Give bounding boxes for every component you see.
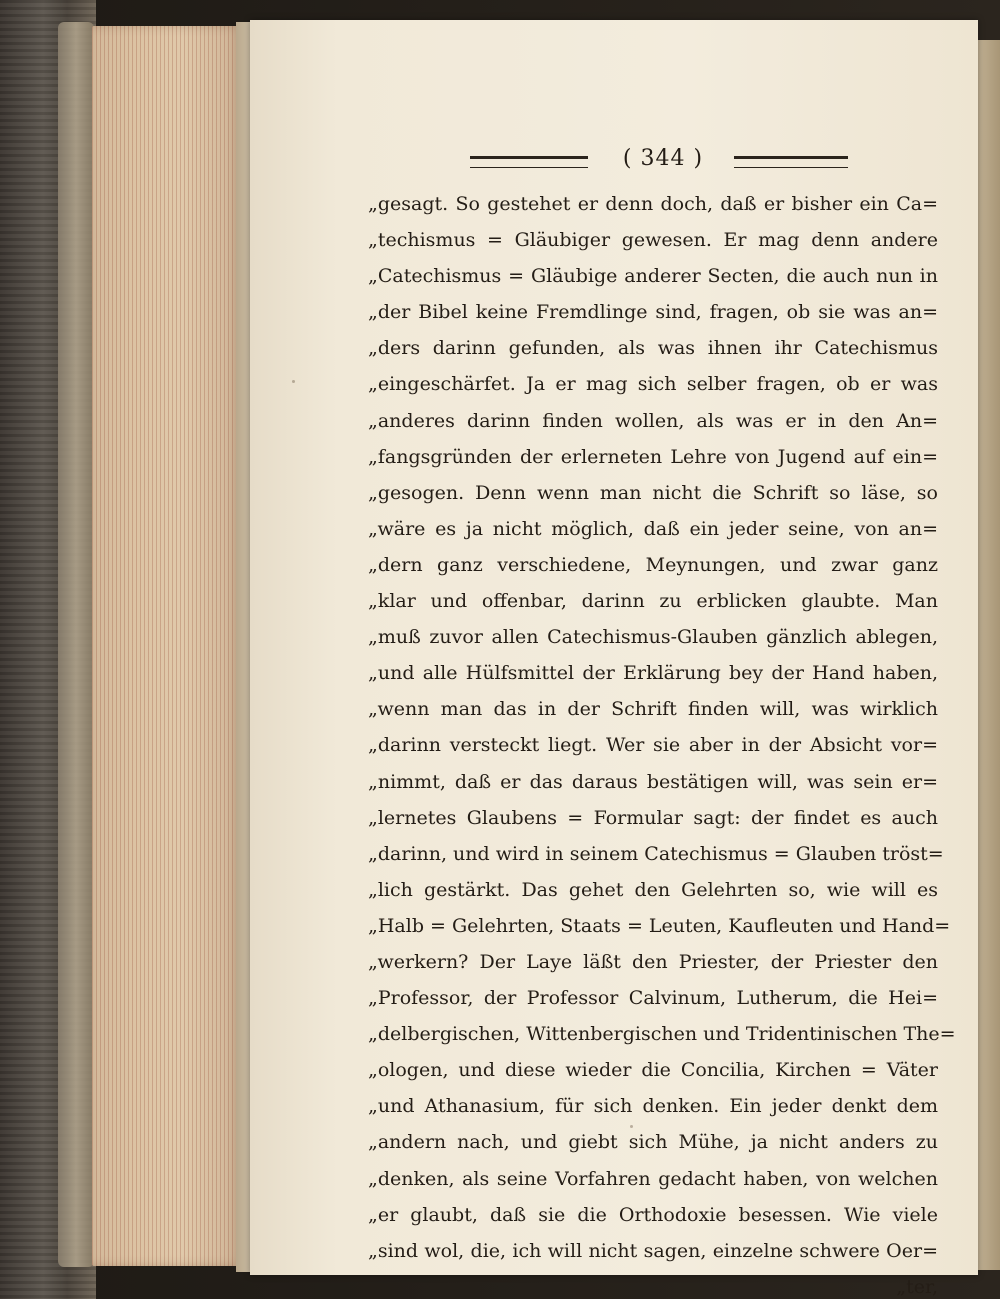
text-line: „wenn man das in der Schrift finden will, was wirklich — [368, 698, 938, 721]
text-line: „gesogen. Denn wenn man nicht die Schrift so läse, so — [368, 481, 938, 504]
header-rule-left — [470, 156, 588, 168]
text-line: „dern ganz verschiedene, Meynungen, und zwar ganz — [368, 553, 938, 576]
header-rule-right — [734, 156, 848, 168]
text-line: „gesagt. So gestehet er denn doch, daß er bisher ein Ca= — [368, 193, 938, 215]
catchword: „ter, — [896, 1275, 938, 1298]
body-text — [368, 186, 956, 1299]
text-line: „eingeschärfet. Ja er mag sich selber fragen, ob er was — [368, 373, 938, 396]
text-line: „lernetes Glaubens = Formular sagt: der findet es auch — [368, 806, 938, 829]
text-line: „techismus = Gläubiger gewesen. Er mag denn andere — [368, 229, 938, 252]
text-line: „sind wol, die, ich will nicht sagen, einzelne schwere Oer= — [368, 1239, 938, 1262]
text-line: „lich gestärkt. Das gehet den Gelehrten so, wie will es — [368, 878, 938, 901]
text-line: „Professor, der Professor Calvinum, Lutherum, die Hei= — [368, 987, 938, 1010]
text-line: „ologen, und diese wieder die Concilia, Kirchen = Väter — [368, 1059, 938, 1082]
page-stack-edge — [92, 26, 242, 1266]
text-line: „werkern? Der Laye läßt den Priester, der Priester den — [368, 950, 938, 973]
text-line: „darinn versteckt liegt. Wer sie aber in der Absicht vor= — [368, 734, 938, 757]
page-number: ( 344 ) — [622, 146, 704, 171]
text-line: „und alle Hülfsmittel der Erklärung bey der Hand haben, — [368, 662, 938, 685]
text-line: „delbergischen, Wittenbergischen und Tridentinischen The= — [368, 1023, 956, 1046]
page-header — [470, 146, 850, 176]
text-line: „Halb = Gelehrten, Staats = Leuten, Kaufleuten und Hand= — [368, 914, 951, 937]
text-line: „anderes darinn finden wollen, als was er in den An= — [368, 409, 938, 432]
text-line: „fangsgründen der erlerneten Lehre von Jugend auf ein= — [368, 445, 938, 468]
text-line: „darinn, und wird in seinem Catechismus = Glauben tröst= — [368, 842, 944, 865]
text-line: „andern nach, und giebt sich Mühe, ja nicht anders zu — [368, 1131, 938, 1154]
text-line: „wäre es ja nicht möglich, daß ein jeder seine, von an= — [368, 517, 938, 540]
text-line: „ders darinn gefunden, als was ihnen ihr Catechismus — [368, 337, 938, 360]
text-line: „denken, als seine Vorfahren gedacht haben, von welchen — [368, 1167, 938, 1190]
text-line: „er glaubt, daß sie die Orthodoxie besessen. Wie viele — [368, 1203, 938, 1226]
text-line: „klar und offenbar, darinn zu erblicken glaubte. Man — [368, 590, 938, 613]
text-line: „Catechismus = Gläubige anderer Secten, die auch nun in — [368, 265, 938, 288]
paper-fleck — [292, 380, 295, 383]
text-line: „und Athanasium, für sich denken. Ein jeder denkt dem — [368, 1095, 938, 1118]
text-line: „nimmt, daß er das daraus bestätigen will, was sein er= — [368, 770, 938, 793]
cover-board-edge — [58, 22, 94, 1267]
text-line: „muß zuvor allen Catechismus-Glauben gänzlich ablegen, — [368, 626, 938, 649]
text-line: „der Bibel keine Fremdlinge sind, fragen, ob sie was an= — [368, 301, 938, 324]
